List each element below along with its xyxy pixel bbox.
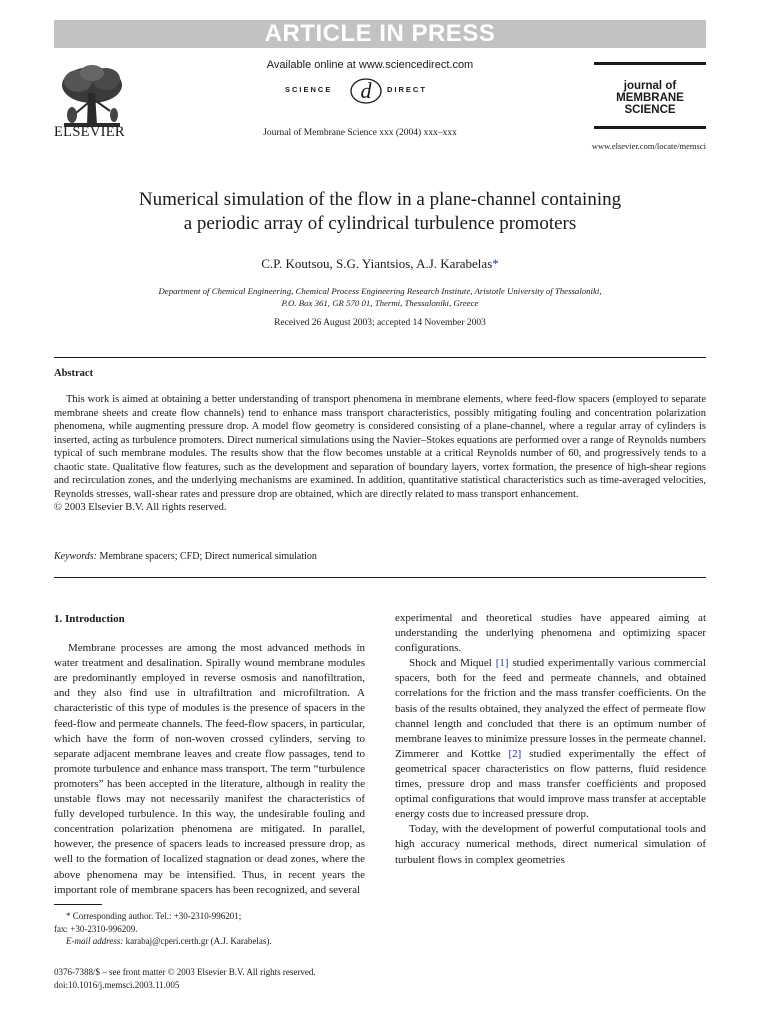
journal-logo xyxy=(594,62,706,130)
keywords xyxy=(54,551,706,562)
email-address-link[interactable]: karabaj@cperi.certh.gr (A.J. Karabelas). xyxy=(123,936,272,946)
journal-logo-rule-bottom xyxy=(594,126,706,129)
divider xyxy=(54,357,706,358)
journal-logo-line: MEMBRANE xyxy=(616,92,684,104)
reference-link-1[interactable]: [1] xyxy=(495,657,509,670)
footer-issn: 0376-7388/$ – see front matter © 2003 Elsevier B.V. All rights reserved. xyxy=(54,967,316,977)
footnote-fax: fax: +30-2310-996209. xyxy=(54,923,138,934)
intro-paragraph-1-continued: experimental and theoretical studies have appeared aiming at understanding the underlying phenomena and optimizing spacer configurations. xyxy=(395,612,706,655)
footnote-email xyxy=(54,935,374,948)
sciencedirect-mark-letter: d xyxy=(360,78,372,103)
author-names: C.P. Koutsou, S.G. Yiantsios, A.J. Karabelas xyxy=(261,256,493,271)
footnote xyxy=(54,910,374,948)
footer-doi[interactable]: doi:10.1016/j.memsci.2003.11.005 xyxy=(54,979,180,990)
journal-logo-rule-top xyxy=(594,62,706,65)
author-affiliation xyxy=(90,285,670,309)
keywords-text: Membrane spacers; CFD; Direct numerical simulation xyxy=(96,551,317,562)
body-column-left xyxy=(54,612,365,898)
body-column-right xyxy=(395,611,706,868)
article-title xyxy=(54,188,706,236)
intro-paragraph-2 xyxy=(395,656,706,822)
article-authors xyxy=(54,256,706,272)
sciencedirect-right-word: DIRECT xyxy=(387,85,427,94)
sciencedirect-logo xyxy=(285,76,465,106)
journal-citation: Journal of Membrane Science xxx (2004) xxx–xxx xyxy=(263,128,457,138)
abstract-text: This work is aimed at obtaining a better understanding of transport phenomena in membrane elements, where feed-flow spacers (employed to separate membrane sheets and create flow channels) tend to enhance mass transport characteristics, possibly mitigating fouling and concentration polarization phenomena, while augmenting pressure drop. A model flow geometry is considered consisting of a plane-channel, where a regular array of cylinders is inserted, acting as turbulence promoters. Direct numerical simulations using the Navier–Stokes equations are performed over a range of Reynolds numbers typical of such membrane modules. The results show that the flow becomes unstable at a critical Reynolds number of 60, and progressively tends to a chaotic state. Qualitative flow features, such as the development and separation of boundary layers, vortex formation, the presence of high-shear regions and recirculation zones, and the underlying mechanisms are examined. In addition, quantitative statistical characteristics such as time-averaged velocities, Reynolds stresses, wall-shear rates and pressure drop are obtained, which are directly related to mass transport enhancement. xyxy=(54,394,706,500)
journal-logo-text xyxy=(594,80,706,116)
article-title-line: a periodic array of cylindrical turbulence promoters xyxy=(183,213,577,234)
article-title-line: Numerical simulation of the flow in a plane-channel containing xyxy=(138,189,622,210)
footnote-corresponding: * Corresponding author. Tel.: +30-2310-996201; xyxy=(66,911,242,921)
intro-paragraph-1: Membrane processes are among the most advanced methods in water treatment and desalination. Spirally wound membrane modules are predominantly employed in reverse osmosis and nanofiltration, and they also find use in ultrafiltration and microfiltration. A characteristic of this type of modules is the presence of spacers in the feed-flow and permeate channels. The feed-flow spacers, in particular, which have the form of non-woven crossed cylinders, serving to separate adjacent membrane leaves and create flow passages, tend to promote turbulence and enhance mass transport. The term “turbulence promoters” has been accepted in the literature, although in reality the unstable flows may not necessarily manifest the characteristics of fully developed turbulence. In this way, the undesirable fouling and concentration polarization phenomena are mitigated. In parallel, however, the presence of spacers leads to increased pressure drop, as well to the formation of localized stagnation or dead zones, where the above phenomena may be intensified. Thus, in recent years the important role of membrane spacers has been recognized, and several xyxy=(54,642,365,896)
intro-text-segment: Shock and Miquel xyxy=(409,657,496,670)
sciencedirect-logo-icon xyxy=(349,76,383,106)
affiliation-line: Department of Chemical Engineering, Chemical Process Engineering Research Institute, Aristotle University of Thessaloniki, xyxy=(158,286,602,296)
journal-logo-line: journal of xyxy=(623,80,677,92)
journal-website-link[interactable]: www.elsevier.com/locate/memsci xyxy=(591,141,706,151)
publisher-name: ELSEVIER xyxy=(54,124,125,140)
abstract-body xyxy=(54,393,706,515)
abstract-copyright: © 2003 Elsevier B.V. All rights reserved. xyxy=(54,502,227,513)
email-label: E-mail address: xyxy=(66,936,124,946)
reference-link-2[interactable]: [2] xyxy=(508,747,522,760)
abstract-heading: Abstract xyxy=(54,368,94,379)
sciencedirect-left-word: SCIENCE xyxy=(285,85,333,94)
footnote-rule xyxy=(54,904,102,905)
available-online-text: Available online at www.sciencedirect.com xyxy=(266,59,474,71)
affiliation-line: P.O. Box 361, GR 570 01, Thermi, Thessaloniki, Greece xyxy=(281,298,479,308)
footer-copyright xyxy=(54,966,394,991)
journal-logo-line: SCIENCE xyxy=(624,104,676,116)
intro-paragraph-3: Today, with the development of powerful computational tools and high accuracy numerical methods, direct numerical simulation of turbulent flows in complex geometries xyxy=(395,823,706,866)
section-heading-introduction: 1. Introduction xyxy=(54,613,125,625)
keywords-label: Keywords: xyxy=(54,551,97,562)
divider xyxy=(54,577,706,578)
intro-text-segment: studied experimentally the effect of geometrical spacer characteristics on flow patterns, fluid residence times, pressure drop and mass transfer coefficients and proposed optimal configurations that would improve mass transfer at acceptable energy costs due to increased pressure drop. xyxy=(395,747,706,821)
corresponding-author-link[interactable]: * xyxy=(492,256,499,271)
article-in-press-banner: ARTICLE IN PRESS xyxy=(54,20,706,48)
received-dates: Received 26 August 2003; accepted 14 November 2003 xyxy=(274,318,486,328)
intro-text-segment: studied experimentally various commercial spacers, both for the feed and permeate channels, and obtained correlations for the friction and the mass transfer coefficients. On the basis of the results obtained, they analyzed the effect of permeate flow channel length and concluded that there is an optimum number of membrane leaves to minimize pressure losses in the permeate channel. Zimmerer and Kottke xyxy=(395,657,706,760)
intro-continued xyxy=(395,611,706,868)
